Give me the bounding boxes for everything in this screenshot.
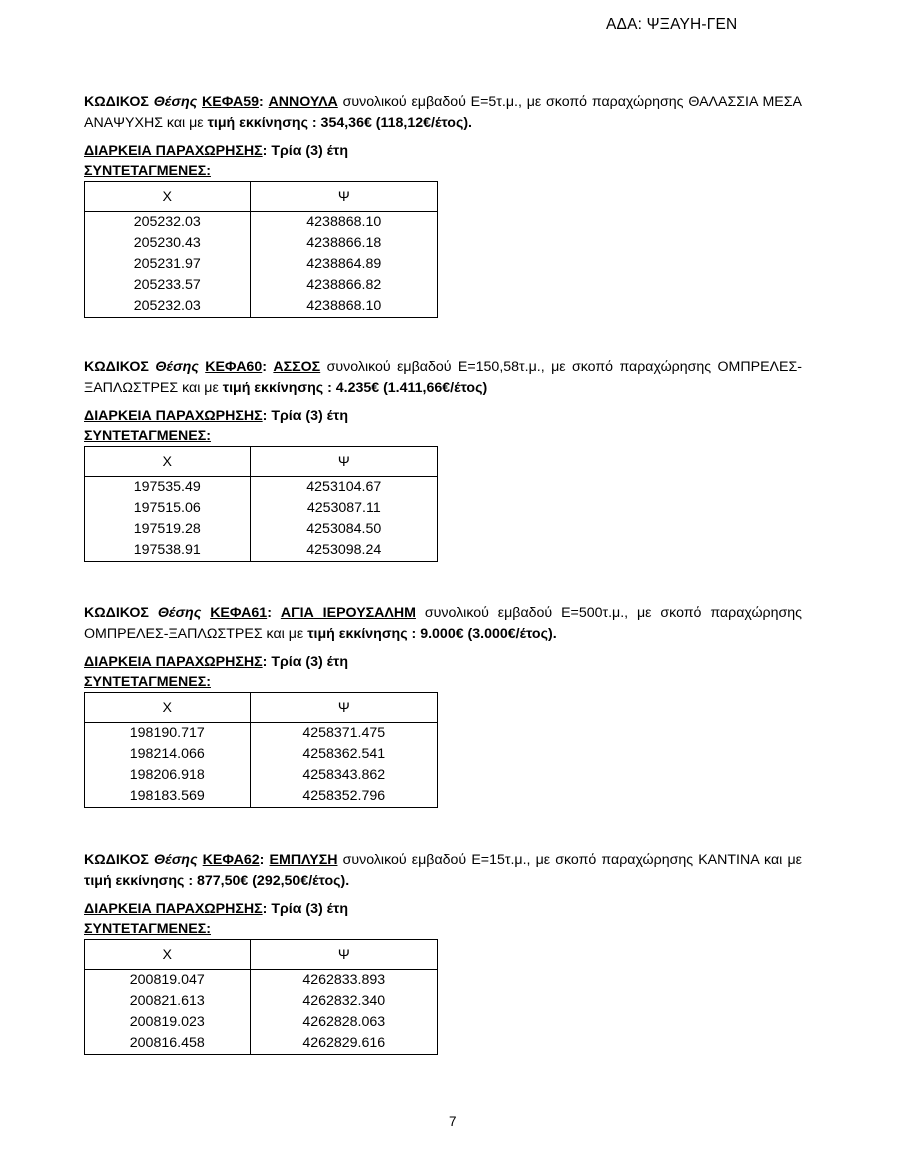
coord-row (85, 744, 438, 765)
coord-x: 198183.569 (85, 786, 251, 808)
start-price-value: : 4.235€ (1.411,66€/έτος) (323, 380, 488, 396)
listing-details: συνολικού εμβαδού Ε=500τ.μ., με σκοπό παραχώρησης ΟΜΠΡΕΛΕΣ-ΞΑΠΛΩΣΤΡΕΣ και με (84, 605, 802, 642)
coord-y: 4258352.796 (250, 786, 437, 808)
page-number: 7 (449, 1114, 457, 1129)
coord-x: 205232.03 (85, 212, 251, 234)
duration-line: ΔΙΑΡΚΕΙΑ ΠΑΡΑΧΩΡΗΣΗΣ: Τρία (3) έτη (84, 654, 349, 670)
coordinates-table (84, 939, 438, 1055)
location-name: ΕΜΠΛΥΣΗ (269, 852, 338, 868)
duration-value: Τρία (3) έτη (271, 654, 349, 670)
coord-row (85, 212, 438, 234)
coord-row (85, 723, 438, 745)
start-price-value: : 9.000€ (3.000€/έτος). (407, 626, 557, 642)
table-header-row (85, 940, 438, 970)
coord-y: 4238868.10 (250, 212, 437, 234)
duration-label: ΔΙΑΡΚΕΙΑ ΠΑΡΑΧΩΡΗΣΗΣ (84, 143, 263, 159)
coord-x: 200819.023 (85, 1012, 251, 1033)
coord-x: 200821.613 (85, 991, 251, 1012)
coord-y: 4262828.063 (250, 1012, 437, 1033)
table-header-row (85, 182, 438, 212)
coord-y: 4238866.18 (250, 233, 437, 254)
listing-description: ΚΩΔΙΚΟΣ Θέσης ΚΕΦΑ60: ΑΣΣΟΣ συνολικού εμβαδού Ε=150,58τ.μ., με σκοπό παραχώρησης ΟΜΠΡΕΛΕΣ-ΞΑΠΛΩΣΤΡΕΣ και με τιμή εκκίνησης : 4.235€ (1.411,66€/έτος) (84, 359, 802, 396)
coord-y: 4238866.82 (250, 275, 437, 296)
coord-row (85, 498, 438, 519)
listing-description: ΚΩΔΙΚΟΣ Θέσης ΚΕΦΑ62: ΕΜΠΛΥΣΗ συνολικού εμβαδού Ε=15τ.μ., με σκοπό παραχώρησης ΚΑΝΤΙΝΑ και με τιμή εκκίνησης : 877,50€ (292,50€/έτος). (84, 852, 802, 889)
coordinates-table (84, 181, 438, 318)
coord-y: 4253098.24 (250, 540, 437, 562)
column-header-x: Χ (85, 447, 251, 477)
position-code: ΚΕΦΑ59 (202, 94, 259, 110)
location-name: ΑΝΝΟΥΛΑ (268, 94, 338, 110)
position-code: ΚΕΦΑ60 (205, 359, 263, 375)
coord-row (85, 1033, 438, 1055)
coord-row (85, 765, 438, 786)
coord-x: 205230.43 (85, 233, 251, 254)
start-price-label: τιμή εκκίνησης (307, 626, 408, 642)
coordinates-heading (84, 919, 802, 939)
start-price-value: : 877,50€ (292,50€/έτος). (184, 873, 350, 889)
coord-row (85, 540, 438, 562)
coord-x: 198190.717 (85, 723, 251, 745)
duration-value: Τρία (3) έτη (271, 901, 349, 917)
column-header-x: Χ (85, 182, 251, 212)
table-header-row (85, 693, 438, 723)
coord-x: 197519.28 (85, 519, 251, 540)
position-code: ΚΕΦΑ62 (202, 852, 260, 868)
thesis-label: Θέσης (154, 852, 198, 868)
coord-row (85, 477, 438, 499)
column-header-y: Ψ (250, 693, 437, 723)
listing-description: ΚΩΔΙΚΟΣ Θέσης ΚΕΦΑ61: ΑΓΙΑ ΙΕΡΟΥΣΑΛΗΜ συνολικού εμβαδού Ε=500τ.μ., με σκοπό παραχώρησης ΟΜΠΡΕΛΕΣ-ΞΑΠΛΩΣΤΡΕΣ και με τιμή εκκίνησης : 9.000€ (3.000€/έτος). (84, 605, 802, 642)
coord-x: 200816.458 (85, 1033, 251, 1055)
coord-y: 4238868.10 (250, 296, 437, 318)
coordinates-label: ΣΥΝΤΕΤΑΓΜΕΝΕΣ: (84, 428, 211, 444)
coord-x: 200819.047 (85, 970, 251, 992)
coord-row (85, 991, 438, 1012)
column-header-x: Χ (85, 940, 251, 970)
ada-code: ΑΔΑ: ΨΞΑΥΗ-ΓΕΝ (606, 16, 738, 33)
kodikos-label: ΚΩΔΙΚΟΣ (84, 94, 149, 110)
duration-line: ΔΙΑΡΚΕΙΑ ΠΑΡΑΧΩΡΗΣΗΣ: Τρία (3) έτη (84, 408, 349, 424)
coord-y: 4253084.50 (250, 519, 437, 540)
coordinates-table (84, 446, 438, 562)
listing-entry (84, 603, 802, 808)
coord-row (85, 1012, 438, 1033)
coord-y: 4262833.893 (250, 970, 437, 992)
coord-x: 197535.49 (85, 477, 251, 499)
listing-details: συνολικού εμβαδού Ε=5τ.μ., με σκοπό παραχώρησης ΘΑΛΑΣΣΙΑ ΜΕΣΑ ΑΝΑΨΥΧΗΣ και με (84, 94, 802, 131)
coord-row (85, 786, 438, 808)
coordinates-label: ΣΥΝΤΕΤΑΓΜΕΝΕΣ: (84, 163, 211, 179)
coord-y: 4238864.89 (250, 254, 437, 275)
coord-y: 4258371.475 (250, 723, 437, 745)
coord-y: 4262832.340 (250, 991, 437, 1012)
kodikos-label: ΚΩΔΙΚΟΣ (84, 605, 149, 621)
start-price-label: τιμή εκκίνησης (207, 115, 308, 131)
listing-entry (84, 850, 802, 1055)
listing-details: συνολικού εμβαδού Ε=15τ.μ., με σκοπό παραχώρησης ΚΑΝΤΙΝΑ και με (337, 852, 802, 868)
coord-row (85, 254, 438, 275)
coord-x: 205232.03 (85, 296, 251, 318)
start-price-label: τιμή εκκίνησης (84, 873, 185, 889)
duration-line: ΔΙΑΡΚΕΙΑ ΠΑΡΑΧΩΡΗΣΗΣ: Τρία (3) έτη (84, 143, 349, 159)
coord-y: 4258362.541 (250, 744, 437, 765)
location-name: ΑΓΙΑ ΙΕΡΟΥΣΑΛΗΜ (280, 605, 416, 621)
duration-value: Τρία (3) έτη (271, 408, 349, 424)
column-header-y: Ψ (250, 182, 437, 212)
thesis-label: Θέσης (157, 605, 202, 621)
coordinates-label: ΣΥΝΤΕΤΑΓΜΕΝΕΣ: (84, 674, 211, 690)
listing-details: συνολικού εμβαδού Ε=150,58τ.μ., με σκοπό παραχώρησης ΟΜΠΡΕΛΕΣ-ΞΑΠΛΩΣΤΡΕΣ και με (84, 359, 802, 396)
position-code: ΚΕΦΑ61 (210, 605, 268, 621)
coordinates-table (84, 692, 438, 808)
column-header-y: Ψ (250, 940, 437, 970)
coord-row (85, 296, 438, 318)
start-price-value: : 354,36€ (118,12€/έτος). (307, 115, 473, 131)
listing-entry (84, 92, 802, 318)
duration-label: ΔΙΑΡΚΕΙΑ ΠΑΡΑΧΩΡΗΣΗΣ (84, 901, 263, 917)
coord-x: 198206.918 (85, 765, 251, 786)
coord-row (85, 519, 438, 540)
coord-y: 4253104.67 (250, 477, 437, 499)
coord-x: 205233.57 (85, 275, 251, 296)
thesis-label: Θέσης (155, 359, 199, 375)
duration-line: ΔΙΑΡΚΕΙΑ ΠΑΡΑΧΩΡΗΣΗΣ: Τρία (3) έτη (84, 901, 349, 917)
duration-label: ΔΙΑΡΚΕΙΑ ΠΑΡΑΧΩΡΗΣΗΣ (84, 408, 263, 424)
location-name: ΑΣΣΟΣ (273, 359, 321, 375)
coord-x: 198214.066 (85, 744, 251, 765)
coord-row (85, 233, 438, 254)
coord-y: 4262829.616 (250, 1033, 437, 1055)
kodikos-label: ΚΩΔΙΚΟΣ (84, 852, 149, 868)
listing-entry (84, 357, 802, 562)
coord-x: 197515.06 (85, 498, 251, 519)
coordinates-heading (84, 672, 802, 692)
kodikos-label: ΚΩΔΙΚΟΣ (84, 359, 149, 375)
coord-row (85, 275, 438, 296)
coordinates-heading (84, 161, 802, 181)
coord-row (85, 970, 438, 992)
coord-x: 197538.91 (85, 540, 251, 562)
column-header-y: Ψ (250, 447, 437, 477)
coordinates-label: ΣΥΝΤΕΤΑΓΜΕΝΕΣ: (84, 921, 211, 937)
coord-x: 205231.97 (85, 254, 251, 275)
table-header-row (85, 447, 438, 477)
coordinates-heading (84, 426, 802, 446)
listing-description: ΚΩΔΙΚΟΣ Θέσης ΚΕΦΑ59: ΑΝΝΟΥΛΑ συνολικού εμβαδού Ε=5τ.μ., με σκοπό παραχώρησης ΘΑΛΑΣΣΙΑ ΜΕΣΑ ΑΝΑΨΥΧΗΣ και με τιμή εκκίνησης : 354,36€ (118,12€/έτος). (84, 94, 802, 131)
duration-label: ΔΙΑΡΚΕΙΑ ΠΑΡΑΧΩΡΗΣΗΣ (84, 654, 263, 670)
duration-value: Τρία (3) έτη (271, 143, 349, 159)
column-header-x: Χ (85, 693, 251, 723)
coord-y: 4253087.11 (250, 498, 437, 519)
coord-y: 4258343.862 (250, 765, 437, 786)
thesis-label: Θέσης (153, 94, 198, 110)
start-price-label: τιμή εκκίνησης (222, 380, 324, 396)
